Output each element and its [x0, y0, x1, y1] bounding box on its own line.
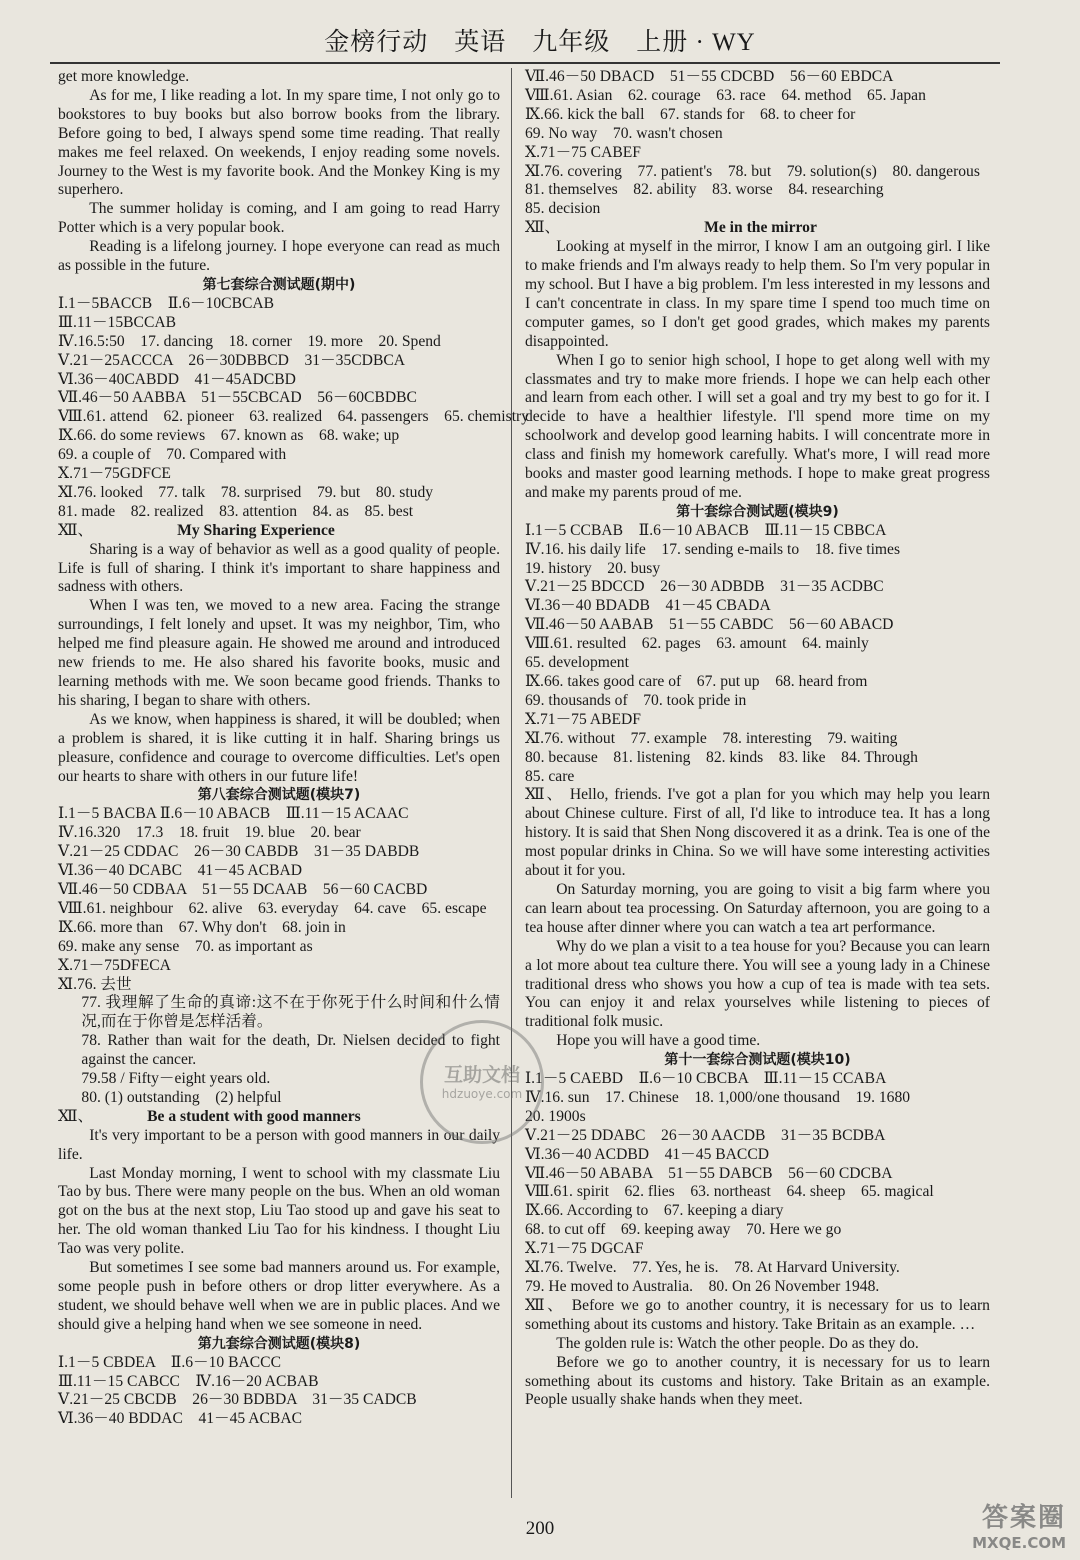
answer-row: Ⅸ.66. more than 67. Why don't 68. join in	[58, 918, 346, 936]
essay-paragraph: Before we go to another country, it is necessary for us to learn something about its customs and history. Take Britain as an example. People usually shake hands when they meet.	[525, 1353, 990, 1409]
essay-label: Ⅻ、	[525, 1296, 566, 1314]
column-divider	[511, 68, 512, 1498]
section-heading: 第十一套综合测试题(模块10)	[664, 1052, 851, 1069]
answer-row: Ⅰ.1－5 CAEBD Ⅱ.6－10 CBCBA Ⅲ.11－15 CCABA	[525, 1070, 887, 1088]
answer-row: Ⅸ.66. takes good care of 67. put up 68. heard from	[525, 673, 868, 690]
answer-row: Ⅺ.76. looked 77. talk 78. surprised 79. but 80. study	[58, 483, 434, 501]
answer-row: Ⅶ.46－50 DBACD 51－55 CDCBD 56－60 EBDCA	[525, 68, 894, 85]
answer-row: Ⅹ.71－75 CABEF	[525, 143, 641, 161]
answer-row: Ⅵ.36－40 BDADB 41－45 CBADA	[525, 597, 771, 615]
essay-paragraph: When I go to senior high school, I hope to get along well with my classmates and try to make more friends. I hope we can help each other and learn from each other. I will set a goal and try my best to go for it. I decide to have a healthier lifestyle. I'll spend more time on my schoolwork and develop good learning habits. I will concentrate more in class and finish my homework carefully. What's more, I will read more books and master good learning methods. I hope to make great progress and make my parents proud of me.	[525, 351, 990, 501]
answer-row: 80. (1) outstanding (2) helpful	[81, 1088, 282, 1106]
answer-row: Ⅵ.36－40 DCABC 41－45 ACBAD	[58, 862, 302, 880]
essay-paragraph: It's very important to be a person with good manners in our daily life.	[58, 1126, 500, 1163]
answer-row: 79. He moved to Australia. 80. On 26 November 1948.	[525, 1278, 880, 1295]
essay-label: Ⅻ、	[58, 521, 94, 539]
answer-row: Ⅴ.21－25 CDDAC 26－30 CABDB 31－35 DABDB	[58, 843, 420, 861]
answer-row: 65. development	[525, 654, 629, 672]
answer-row: Ⅶ.46－50 ABABA 51－55 DABCB 56－60 CDCBA	[525, 1164, 893, 1182]
answer-row: Ⅵ.36－40CABDD 41－45ADCBD	[58, 370, 296, 388]
page-header: 金榜行动 英语 九年级 上册 · WY	[324, 29, 756, 56]
answer-row: 68. to cut off 69. keeping away 70. Here we go	[525, 1221, 842, 1239]
answer-row: Ⅰ.1－5 CCBAB Ⅱ.6－10 ABACB Ⅲ.11－15 CBBCA	[525, 521, 887, 539]
answer-row: Ⅷ.61. resulted 62. pages 63. amount 64. mainly	[525, 635, 869, 653]
answer-row: Ⅹ.71－75 ABEDF	[525, 710, 641, 728]
essay-paragraph: The summer holiday is coming, and I am going to read Harry Potter which is a very popular book.	[58, 200, 500, 237]
answer-row: Ⅹ.71－75GDFCE	[58, 465, 171, 483]
essay-paragraph: Sharing is a way of behavior as well as a good quality of people. Life is full of sharing. I think it's important to share happiness and sadness with others.	[58, 540, 500, 596]
corner-url: MXQE.COM	[972, 1534, 1066, 1552]
answer-row: Ⅶ.46－50 AABAB 51－55 CABDC 56－60 ABACD	[525, 616, 894, 634]
answer-row: 85. decision	[525, 200, 601, 218]
essay-title: Be a student with good manners	[147, 1107, 361, 1125]
essay-paragraph: When I was ten, we moved to a new area. Facing the strange surroundings, I felt lonely and upset. It was my neighbor, Tim, who helped me find pleasure again. He showed me around and introduced new friends to me. He also shared his favorite books, music and learning methods with me. We soon became good friends. Thanks to his sharing, I began to share with others.	[58, 597, 500, 709]
header-rule	[50, 62, 1000, 64]
stamp-url: hdzuoye.com	[441, 1087, 523, 1101]
essay-line: get more knowledge.	[58, 68, 190, 85]
essay-text: Hello, friends. I've got a plan for you which may help you learn about Chinese culture. First of all, I'd like to introduce tea. It has a long history. It is said that Shen Nong discovered it as a drink. Tea is one of the most popular drinks in China. So we will have some interesting activities about it for you.	[525, 786, 991, 880]
answer-row: 20. 1900s	[525, 1107, 586, 1125]
answer-row: Ⅰ.1－5 CBDEA Ⅱ.6－10 BACCC	[58, 1353, 281, 1371]
section-heading: 第七套综合测试题(期中)	[202, 276, 356, 293]
section-heading: 第九套综合测试题(模块8)	[197, 1335, 361, 1352]
answer-row: Ⅴ.21－25 BDCCD 26－30 ADBDB 31－35 ACDBC	[525, 578, 884, 596]
answer-row: 79.58 / Fifty－eight years old.	[81, 1070, 271, 1088]
answer-row: Ⅵ.36－40 BDDAC 41－45 ACBAC	[58, 1410, 302, 1428]
watermark-stamp	[420, 1020, 544, 1144]
answer-row: Ⅴ.21－25 CBCDB 26－30 BDBDA 31－35 CADCB	[58, 1391, 417, 1409]
answer-row: 85. care	[525, 767, 575, 785]
essay-paragraph: On Saturday morning, you are going to visit a big farm where you can learn about tea processing. On Saturday afternoon, you are going to a tea house after dinner where you can watch a tea art performance.	[525, 880, 990, 936]
essay-paragraph: As for me, I like reading a lot. In my spare time, I not only go to bookstores to buy books but also borrow books from the library. Before going to bed, I always spend some time reading. That really makes me feel relaxed. On weekends, I enjoy reading some novels. Journey to the West is my favorite book. And the Monkey King is my superhero.	[58, 86, 500, 199]
right-column	[525, 68, 990, 1410]
answer-row: 69. thousands of 70. took pride in	[525, 691, 747, 709]
answer-row: Ⅹ.71－75DFECA	[58, 956, 171, 974]
answer-row: Ⅷ.61. neighbour 62. alive 63. everyday 64. cave 65. escape	[58, 899, 487, 917]
answer-row: Ⅴ.21－25ACCCA 26－30DBBCD 31－35CDBCA	[58, 351, 406, 369]
answer-row: 69. a couple of 70. Compared with	[58, 446, 287, 464]
answer-row: Ⅳ.16. sun 17. Chinese 18. 1,000/one thousand 19. 1680	[525, 1088, 911, 1106]
answer-row: Ⅶ.46－50 AABBA 51－55CBCAD 56－60CBDBC	[58, 389, 417, 407]
answer-row: 80. because 81. listening 82. kinds 83. like 84. Through	[525, 748, 918, 766]
essay-label: Ⅻ、	[525, 219, 561, 237]
essay-paragraph: Hope you will have a good time.	[556, 1032, 761, 1050]
answer-row: Ⅴ.21－25 DDABC 26－30 AACDB 31－35 BCDBA	[525, 1126, 886, 1144]
answer-row: 77. 我理解了生命的真谛:这不在于你死于什么时间和什么情况,而在于你曾是怎样活着。	[81, 994, 500, 1031]
essay-paragraph: Last Monday morning, I went to school with my classmate Liu Tao by bus. There were many people on the bus. When an old woman got on the bus at the next stop, Liu Tao stood up and gave his seat to her. The old woman thanked Liu Tao for his kindness. I thought Liu Tao was very polite.	[58, 1164, 500, 1258]
answer-row: 19. history 20. busy	[525, 559, 661, 577]
answer-row: Ⅺ.76. Twelve. 77. Yes, he is. 78. At Harvard University.	[525, 1259, 900, 1277]
stamp-title: 互助文档	[443, 1064, 520, 1086]
left-column	[58, 68, 530, 1429]
essay-title: My Sharing Experience	[177, 521, 335, 539]
answer-row: 69. No way 70. wasn't chosen	[525, 124, 723, 142]
essay-paragraph	[525, 1297, 990, 1335]
answer-row: Ⅲ.11－15 CABCC Ⅳ.16－20 ACBAB	[58, 1372, 319, 1390]
answer-row: Ⅳ.16.320 17.3 18. fruit 19. blue 20. bear	[58, 824, 361, 842]
section-heading: 第十套综合测试题(模块9)	[676, 503, 839, 520]
answer-row: Ⅰ.1－5BACCB Ⅱ.6－10CBCAB	[58, 294, 275, 312]
essay-text: Before we go to another country, it is necessary for us to learn something about its customs and history. Take Britain as an example. …	[525, 1296, 990, 1333]
corner-logo: 答案圈	[981, 1503, 1066, 1533]
answer-row: Ⅷ.61. spirit 62. flies 63. northeast 64. sheep 65. magical	[525, 1183, 934, 1201]
essay-paragraph: Why do we plan a visit to a tea house for you? Because you can learn a lot more about tea culture there. You will see a young lady in a Chinese traditional dress who shows you how a cup of tea is made with tea sets. You can enjoy it and relax yourselves while listening to pieces of traditional folk music.	[525, 937, 990, 1031]
answer-row: Ⅷ.61. Asian 62. courage 63. race 64. method 65. Japan	[525, 86, 926, 104]
answer-row: Ⅸ.66. do some reviews 67. known as 68. wake; up	[58, 427, 400, 445]
answer-row: Ⅸ.66. kick the ball 67. stands for 68. to cheer for	[525, 105, 856, 123]
essay-paragraph: Reading is a lifelong journey. I hope everyone can read as much as possible in the future.	[58, 238, 500, 275]
essay-paragraph: But sometimes I see some bad manners around us. For example, some people push in before others or drop litter everywhere. As a student, we should behave well when we are in public places. And we should give a helping hand when we see someone in need.	[58, 1259, 500, 1333]
essay-paragraph: Looking at myself in the mirror, I know I am an outgoing girl. I like to make friends and I'm always ready to help them. So I'm very popular in my school. But I have a big problem. I'm less interested in my lessons and I can't concentrate in class. In my spare time I spend too much time on computer games, so I don't get good grades, which makes my parents disappointed.	[525, 238, 990, 350]
answer-row: Ⅺ.76. 去世	[58, 975, 132, 993]
answer-row: Ⅺ.76. without 77. example 78. interesting 79. waiting	[525, 729, 898, 747]
essay-title-row	[58, 522, 500, 541]
answer-row: Ⅳ.16. his daily life 17. sending e-mails to 18. five times	[525, 540, 901, 558]
answer-row: Ⅰ.1－5 BACBA Ⅱ.6－10 ABACB Ⅲ.11－15 ACAAC	[58, 805, 409, 823]
answer-row: Ⅲ.11－15BCCAB	[58, 313, 177, 331]
answer-row: Ⅸ.66. According to 67. keeping a diary	[525, 1202, 784, 1220]
answer-row: 78. Rather than wait for the death, Dr. Nielsen decided to fight against the cancer.	[81, 1032, 500, 1069]
answer-row: Ⅶ.46－50 CDBAA 51－55 DCAAB 56－60 CACBD	[58, 880, 428, 898]
page-number: 200	[525, 1518, 555, 1539]
answer-row: Ⅺ.76. covering 77. patient's 78. but 79. solution(s) 80. dangerous	[525, 162, 980, 180]
essay-paragraph: The golden rule is: Watch the other people. Do as they do.	[556, 1334, 919, 1352]
essay-label: Ⅻ、	[58, 1107, 94, 1125]
answer-row: Ⅹ.71－75 DGCAF	[525, 1240, 644, 1258]
essay-title: Me in the mirror	[704, 219, 817, 237]
essay-title-row	[525, 219, 990, 238]
answer-row: 69. make any sense 70. as important as	[58, 937, 313, 955]
answer-row: Ⅳ.16.5:50 17. dancing 18. corner 19. more 20. Spend	[58, 332, 441, 350]
answer-row: 81. made 82. realized 83. attention 84. as 85. best	[58, 502, 414, 520]
essay-paragraph: As we know, when happiness is shared, it will be doubled; when a problem is shared, it is like cutting it in half. Sharing brings us pleasure, confidence and courage to overcome difficulties. Let's open our hearts to share with others in our future life!	[58, 710, 500, 785]
essay-paragraph	[525, 786, 990, 881]
answer-row: Ⅵ.36－40 ACDBD 41－45 BACCD	[525, 1145, 769, 1163]
section-heading: 第八套综合测试题(模块7)	[197, 787, 361, 804]
answer-row: Ⅷ.61. attend 62. pioneer 63. realized 64. passengers 65. chemistry	[58, 408, 530, 426]
answer-row: 81. themselves 82. ability 83. worse 84. researching	[525, 181, 884, 199]
corner-watermark	[972, 1497, 1066, 1552]
essay-label: Ⅻ、	[525, 786, 565, 804]
